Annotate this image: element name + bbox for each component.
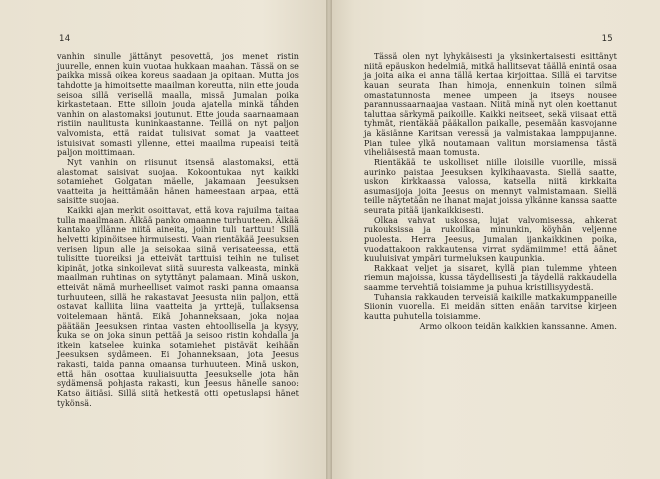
paragraph: Olkaa vahvat uskossa, lujat valvomisessa, ahkerat rukouksissa ja rukoilkaa minunkin, köyhän veljenne puolesta. Herra Jeesus, Jumalan ijankaikkinen poika, vuodattakoon rakkautensa virrat sydämiimme! että äänet kuuluisivat ympäri turmeluksen kaupunkia. <box>364 215 617 264</box>
book-gutter <box>326 0 332 479</box>
paragraph: Tässä olen nyt lyhykäisesti ja yksinkertaisesti esittänyt niitä epäuskon hedelmiä, mitkä hallitsevat täällä enintä osaa ja joita aika ei anna tällä kertaa kirjoittaa. Sillä ei tarvitse kauan seurata Ihan himoja, ennenkuin toinen silmä omastatunnosta menee umpeen ja itseys nousee parannussaarnaajaa vastaan. Niitä minä nyt olen koettanut taluttaa särkymä paikoille. Kaikki neitseet, sekä viisaat että tyhmät, rientäkää pääkallon paikalle, pesemään kasvojanne ja käsiänne Karitsan veressä ja valmistakaa lamppujanne. Pian tulee ylkä noutamaan valitun morsiamensa tästä viheliäisestä maan tomusta. <box>364 52 617 158</box>
right-page-text <box>364 52 617 331</box>
page-number-left: 14 <box>59 34 71 44</box>
paragraph: vanhin sinulle jättänyt pesovettä, jos menet ristin juurelle, ennen kuin vuotaa hukkaan maahan. Tässä on se paikka missä oikea koreus saadaan ja opitaan. Mutta jos tahdotte ja himoitsette maailman koreutta, niin ette jouda seisoa sillä verisellä maalla, missä Jumalan poika kirkastetaan. Ette silloin jouda ajatella minkä tähden vanhin on alastomaksi joutunut. Ette jouda saarnaamaan ristiin naulitusta kuninkaastanne. Teillä on nyt paljon valvomista, että raidat tulisivat somat ja vaatteet istuisivat somasti yllenne, ettei maailma rupeaisi teitä paljon moittimaan. <box>57 52 299 158</box>
paragraph: Tuhansia rakkauden terveisiä kaikille matkakumppaneille Siionin vuorella. Ei meidän sitten enään tarvitse kirjeen kautta puhutella toisiamme. <box>364 292 617 321</box>
paragraph: Rientäkää te uskolliset niille iloisille vuorille, missä aurinko paistaa Jeesuksen kylkihaavasta. Siellä saatte, uskon kirkkaassa valossa, katsella niitä kirkkaita asumasijoja joita Jeesus on mennyt valmistamaan. Siellä teille näytetään ne ihanat majat joissa ylkänne kanssa saatte seurata pitää ijankaikkisesti. <box>364 157 617 215</box>
closing-line: Armo olkoon teidän kaikkien kanssanne. Amen. <box>419 321 617 331</box>
paragraph: Kaikki ajan merkit osoittavat, että kova rajuilma taitaa tulla maailmaan. Älkää panko omaanne turhuuteen. Älkää kantako yllänne niitä aineita, joihin tuli tarttuu! Sillä helvetti kipinöitsee hirmuisesti. Vaan rientäkää Jeesuksen verisen lipun alle ja seisokaa siinä verisateessa, että tulisitte tuoreiksi ja etteivät tarttuisi teihin ne tuliset kipinät, jotka sinkoilevat siitä suuresta valkeasta, minkä maailman ruhtinas on sytyttänyt palamaan. Minä uskon, etteivät nämä murheelliset vaimot raski panna omaansa turhuuteen, sillä he rakastavat Jeesusta niin paljon, että ostavat kalliita liina vaatteita ja yrttejä, tullaksensa voitelemaan häntä. Eikä Johanneksaan, joka nojaa päätään Jeesuksen rintaa vasten ehtoollisella ja kysyy, kuka se on joka sinun pettää ja seisoo ristin kohdalla ja itkein katselee kuinka sotamiehet pistävät keihään Jeesuksen sydämeen. Ei Johanneksaan, jota Jeesus rakasti, taida panna omaansa turhuuteen. Minä uskon, että hän osottaa kuuliaisuutta Jeesukselle jota hän sydämensä pohjasta rakasti, kun Jeesus hänelle sanoo: Katso äitiäsi. Sillä siitä hetkestä otti opetuslapsi hänet tykönsä. <box>57 206 299 408</box>
right-page <box>328 0 660 479</box>
paragraph: Nyt vanhin on riisunut itsensä alastomaksi, että alastomat saisivat suojaa. Kokoontukaa nyt kaikki sotamiehet Golgatan mäelle, jakamaan Jeesuksen vaatteita ja heittämään hänen hameestaan arpaa, että saisitte suojaa. <box>57 157 299 206</box>
paragraph: Rakkaat veljet ja sisaret, kyllä pian tulemme yhteen riemun majoissa, kussa täydellisesti ja täydellä rakkaudella saamme tervehtiä toisiamme ja puhua kristillisyydestä. <box>364 263 617 292</box>
left-page-text <box>57 52 299 408</box>
left-page <box>0 0 328 479</box>
page-number-right: 15 <box>601 34 613 44</box>
